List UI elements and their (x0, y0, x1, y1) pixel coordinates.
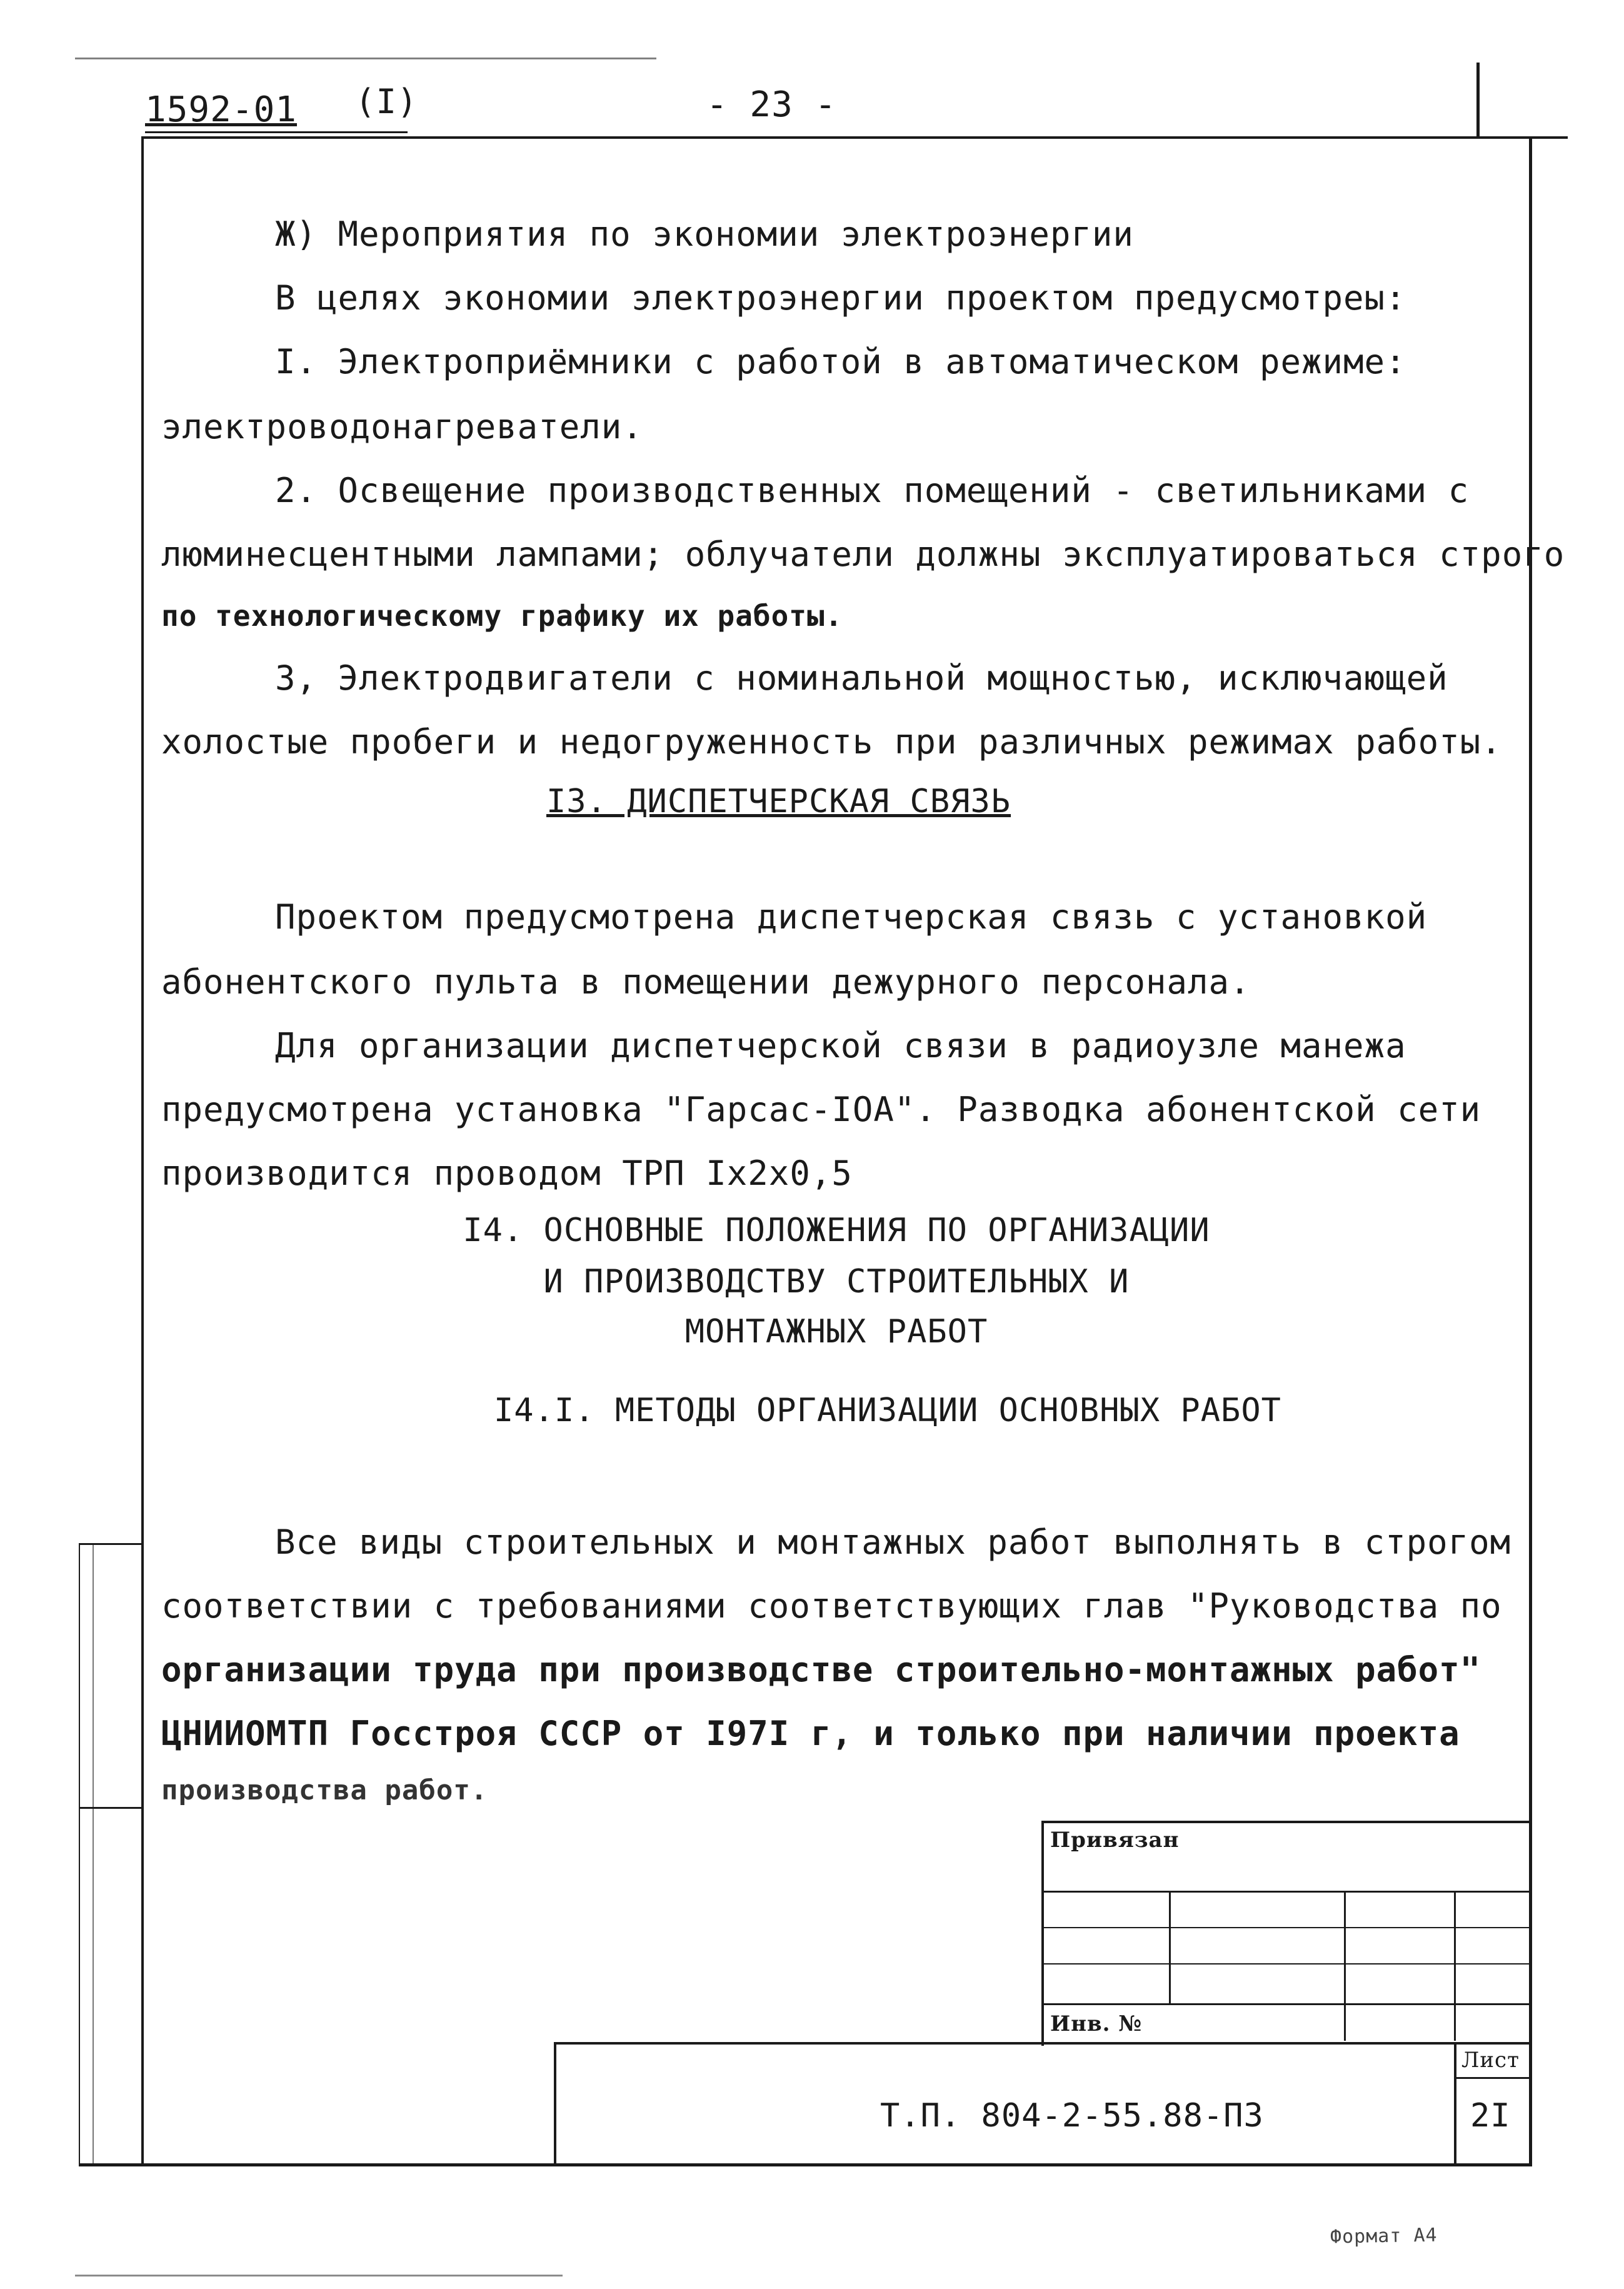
stamp-col-line-3 (1454, 1891, 1456, 2041)
list-item-2-cont-1: люминесцентными лампами; облучатели должны эксплуатироваться строго (161, 535, 1565, 574)
titleblock-sheet-divider (1454, 2077, 1532, 2079)
paragraph-radio-2: предусмотрена установка "Гарсас-IOA". Разводка абонентской сети (161, 1090, 1481, 1129)
frame-bottom-line (79, 2163, 1532, 2166)
volume-label: (I) (355, 82, 418, 121)
titleblock-sheet-col (1454, 2042, 1456, 2165)
stamp-left-line (1041, 1821, 1044, 2046)
document-designation: Т.П. 804-2-55.88-ПЗ (880, 2097, 1264, 2135)
section-heading-14-line-2: И ПРОИЗВОДСТВУ СТРОИТЕЛЬНЫХ И (543, 1263, 1130, 1300)
frame-top-line (143, 136, 1568, 139)
paragraph-works-1: Все виды строительных и монтажных работ выполнять в строгом (275, 1522, 1511, 1562)
bottom-scan-edge (75, 2275, 563, 2276)
stamp-col-line-1 (1169, 1891, 1171, 2003)
paragraph-dispatch-1: Проектом предусмотрена диспетчерская связь с установкой (275, 897, 1428, 937)
binding-strip-top (79, 1543, 144, 1545)
list-item-2-cont-2: по технологическому графику их работы. (161, 599, 843, 633)
paragraph-radio-3: производится проводом ТРП Iх2х0,5 (161, 1154, 853, 1193)
stamp-inv-no-label: Инв. № (1050, 2011, 1143, 2036)
frame-right-tick (1476, 63, 1480, 138)
sheet-label: Лист (1461, 2048, 1520, 2073)
paragraph-works-2: соответствии с требованиями соответствующих глав "Руководства по (161, 1586, 1502, 1626)
sheet-number: 2I (1470, 2097, 1511, 2135)
stamp-row-line-2 (1041, 1927, 1532, 1928)
list-item-3: 3, Электродвигатели с номинальной мощностью, исключающей (275, 658, 1448, 698)
list-item-1: I. Электроприёмники с работой в автоматическом режиме: (275, 342, 1406, 381)
paragraph-works-3: организации труда при производстве строительно-монтажных работ" (161, 1650, 1481, 1689)
paragraph-intro: В целях экономии электроэнергии проектом предусмотреы: (275, 278, 1406, 318)
paragraph-works-4: ЦНИИОМТП Госстроя СССР от I97I г, и только при наличии проекта (161, 1714, 1460, 1753)
stamp-privyazan-label: Привязан (1050, 1828, 1180, 1853)
format-label: Формат А4 (1330, 2224, 1438, 2248)
titleblock-top-line (555, 2042, 1532, 2045)
list-item-2: 2. Освещение производственных помещений - светильниками с (275, 471, 1470, 510)
paragraph-radio-1: Для организации диспетчерской связи в радиоузле манежа (275, 1026, 1406, 1065)
section-heading-14-line-3: МОНТАЖНЫХ РАБОТ (684, 1313, 988, 1351)
stamp-row-line-3 (1041, 1963, 1532, 1965)
stamp-row-line-1 (1041, 1891, 1532, 1893)
titleblock-left-line (554, 2042, 556, 2165)
page-number: - 23 - (706, 84, 837, 125)
paragraph-works-5: производства работ. (161, 1774, 488, 1806)
list-item-3-cont: холостые пробеги и недогруженность при различных режимах работы. (161, 722, 1502, 762)
binding-strip-line-1 (79, 1543, 80, 2165)
doc-code-underline (145, 131, 408, 133)
list-item-1-cont: электроводонагреватели. (161, 407, 643, 446)
frame-right-line (1529, 136, 1532, 2165)
doc-code: 1592-01 (145, 89, 298, 130)
stamp-top-line (1041, 1821, 1532, 1823)
frame-left-line (141, 136, 144, 2165)
stamp-row-line-4 (1041, 2003, 1532, 2005)
subsection-heading-14-1: I4.I. МЕТОДЫ ОРГАНИЗАЦИИ ОСНОВНЫХ РАБОТ (494, 1392, 1281, 1429)
top-scan-edge (75, 58, 656, 59)
binding-strip-line-2 (93, 1543, 94, 2165)
paragraph-zh-heading: Ж) Мероприятия по экономии электроэнергии (275, 214, 1134, 254)
paragraph-dispatch-2: абонентского пульта в помещении дежурного персонала. (161, 962, 1251, 1002)
section-heading-14-line-1: I4. ОСНОВНЫЕ ПОЛОЖЕНИЯ ПО ОРГАНИЗАЦИИ (463, 1212, 1210, 1249)
section-heading-13: I3. ДИСПЕТЧЕРСКАЯ СВЯЗЬ (546, 783, 1011, 820)
stamp-col-line-2 (1344, 1891, 1346, 2041)
binding-strip-divider (79, 1807, 144, 1809)
